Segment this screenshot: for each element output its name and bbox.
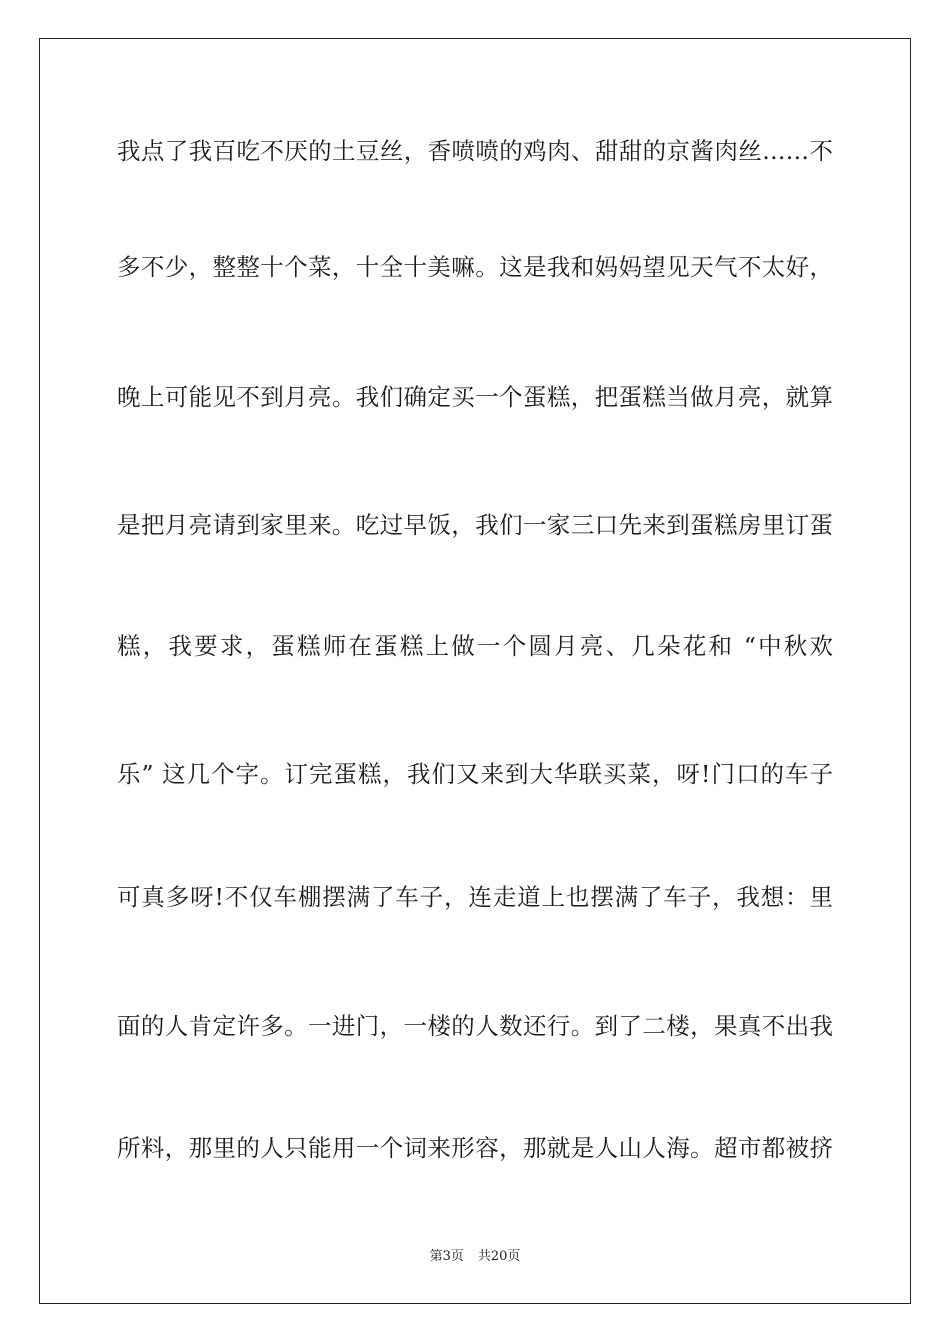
page-number: 第3页	[429, 1249, 464, 1264]
body-text-line: 晚上可能见不到月亮。我们确定买一个蛋糕，把蛋糕当做月亮，就算	[117, 383, 833, 411]
body-text-line: 面的人肯定许多。一进门，一楼的人数还行。到了二楼，果真不出我	[117, 1012, 833, 1040]
body-text-line: 我点了我百吃不厌的土豆丝，香喷喷的鸡肉、甜甜的京酱肉丝……不	[117, 137, 833, 165]
body-text-line: 可真多呀!不仅车棚摆满了车子，连走道上也摆满了车子，我想：里	[117, 883, 833, 911]
body-text-line: 所料，那里的人只能用一个词来形容，那就是人山人海。超市都被挤	[117, 1134, 833, 1162]
body-text-line: 乐” 这几个字。订完蛋糕，我们又来到大华联买菜，呀!门口的车子	[117, 760, 833, 788]
page-border	[39, 38, 911, 1304]
body-text-line: 是把月亮请到家里来。吃过早饭，我们一家三口先来到蛋糕房里订蛋	[117, 511, 833, 539]
page-total: 共20页	[477, 1249, 521, 1264]
page-footer	[0, 1248, 950, 1266]
body-text-line: 糕，我要求，蛋糕师在蛋糕上做一个圆月亮、几朵花和 “中秋欢	[117, 632, 833, 660]
body-text-line: 多不少，整整十个菜，十全十美嘛。这是我和妈妈望见天气不太好，	[117, 253, 833, 281]
